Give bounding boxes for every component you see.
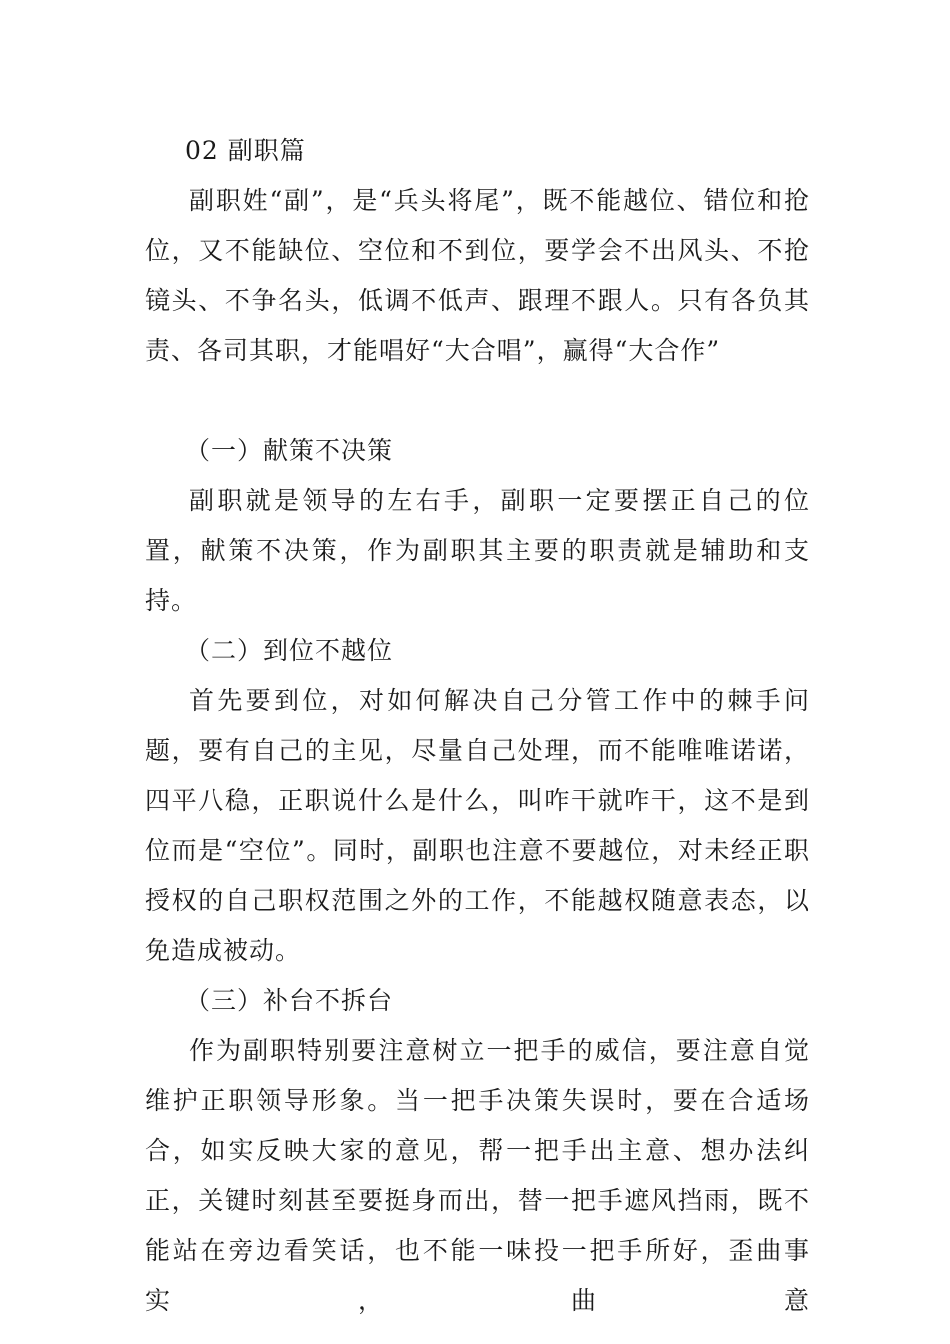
section-paragraph-3: 作为副职特别要注意树立一把手的威信，要注意自觉维护正职领导形象。当一把手决策失误时，要在合适场合，如实反映大家的意见，帮一把手出主意、想办法纠正，关键时刻甚至要挺身而出，替一把手遮风挡雨，既不能站在旁边看笑话，也不能一味投一把手所好，歪曲事实，曲意 [145,1036,810,1315]
blank-line [145,376,810,426]
document-body [145,126,810,1326]
section-paragraph-1: 副职就是领导的左右手，副职一定要摆正自己的位置，献策不决策，作为副职其主要的职责就是辅助和支持。 [145,486,810,615]
intro-paragraph: 副职姓“副”，是“兵头将尾”，既不能越位、错位和抢位，又不能缺位、空位和不到位，要学会不出风头、不抢镜头、不争名头，低调不低声、跟理不跟人。只有各负其责、各司其职，才能唱好“大合唱”，赢得“大合作” [145,186,810,365]
section-heading-1: （一）献策不决策 [185,436,394,465]
section-paragraph-2: 首先要到位，对如何解决自己分管工作中的棘手问题，要有自己的主见，尽量自己处理，而不能唯唯诺诺，四平八稳，正职说什么是什么，叫咋干就咋干，这不是到位而是“空位”。同时，副职也注意不要越位，对未经正职授权的自己职权范围之外的工作，不能越权随意表态，以免造成被动。 [145,686,810,965]
section-heading-3: （三）补台不拆台 [185,986,394,1015]
section-heading-2: （二）到位不越位 [185,636,394,665]
section-title: 02 副职篇 [185,136,306,165]
